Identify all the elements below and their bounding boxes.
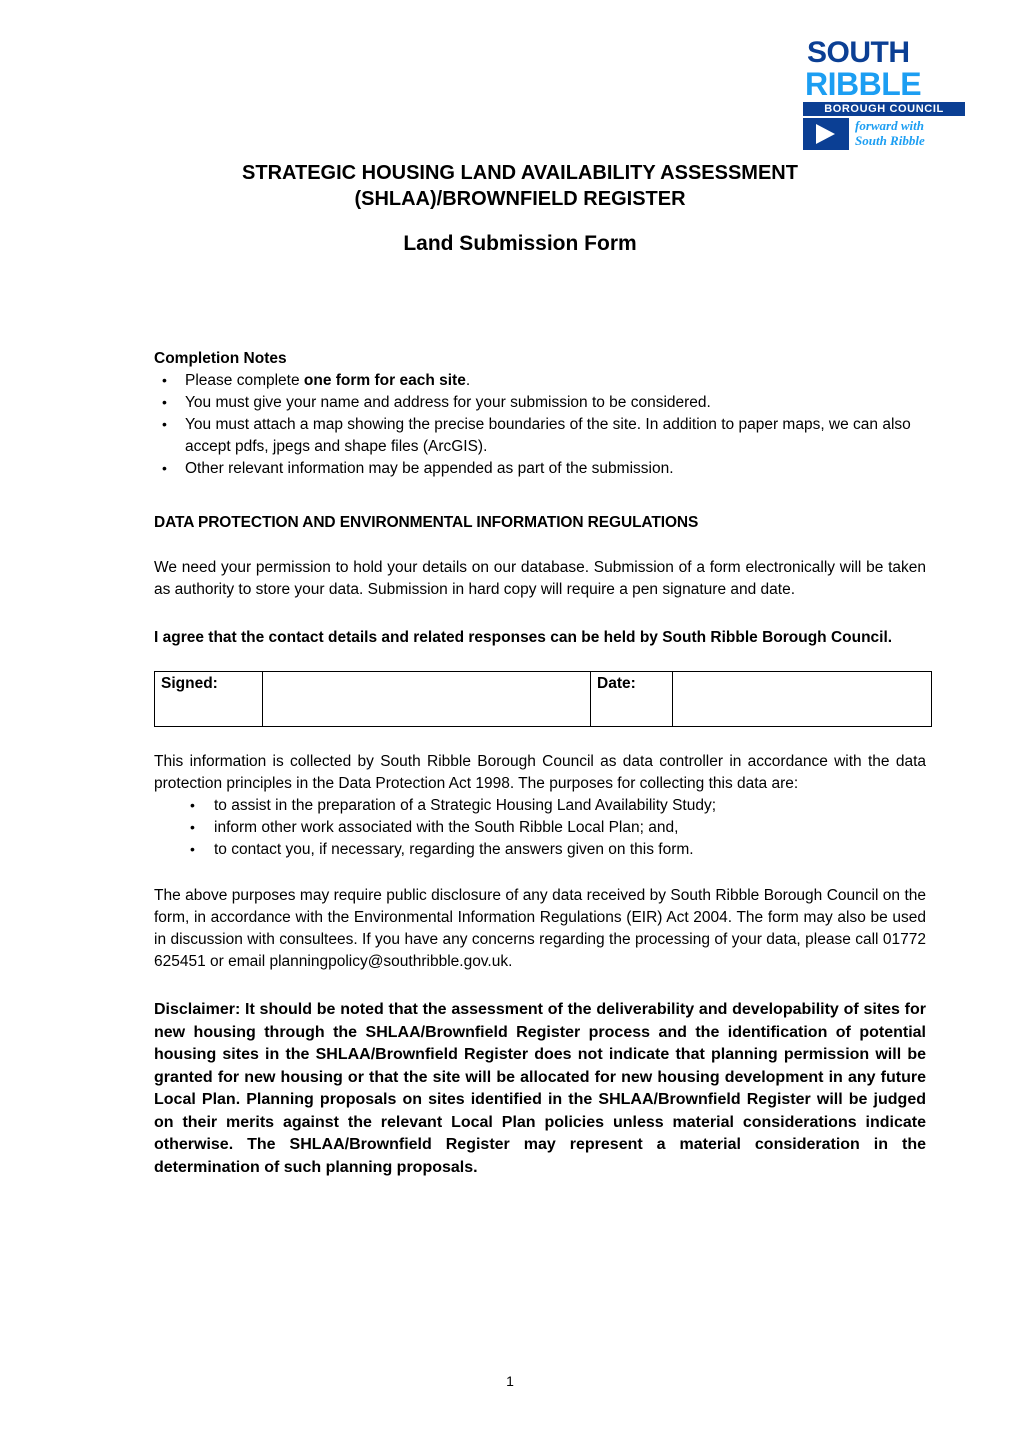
bullet-text-suffix: . <box>465 372 471 389</box>
logo-tagline-line2: South Ribble <box>855 133 925 148</box>
list-item: • You must give your name and address for your submission to be considered. <box>154 392 926 414</box>
list-item: • inform other work associated with the South Ribble Local Plan; and, <box>154 817 926 839</box>
disclosure-paragraph: The above purposes may require public disclosure of any data received by South Ribble Borough Council on the form, in accordance with the Environmental Information Regulations (EIR) Act 2004. The form may also be used in discussion with consultees. If you have any concerns regarding the processing of your data, please call 01772 625451 or email planningpolicy@southribble.gov.uk. <box>154 887 926 970</box>
data-protection-heading: DATA PROTECTION AND ENVIRONMENTAL INFORMATION REGULATIONS <box>154 514 699 531</box>
agreement-statement: I agree that the contact details and related responses can be held by South Ribble Borough Council. <box>154 629 893 646</box>
bullet-text-emphasis: one form for each site <box>303 372 466 389</box>
logo-line-south: SOUTH <box>807 36 910 69</box>
date-label-cell: Date: <box>591 672 673 727</box>
bullet-text-prefix: Please complete <box>185 372 304 389</box>
page-subtitle: Land Submission Form <box>403 232 637 255</box>
list-item: • You must attach a map showing the precise boundaries of the site. In addition to paper maps, we can also accept pdfs, jpegs and shape files (ArcGIS). <box>154 414 926 458</box>
data-protection-paragraph: We need your permission to hold your details on our database. Submission of a form electronically will be taken as authority to store your data. Submission in hard copy will require a pen signature and date. <box>154 559 926 598</box>
list-item: • Other relevant information may be appended as part of the submission. <box>154 458 926 480</box>
logo-borough-council-band: BOROUGH COUNCIL <box>803 102 965 116</box>
disclaimer-paragraph: Disclaimer: It should be noted that the assessment of the deliverability and developability of sites for new housing through the SHLAA/Brownfield Register process and the identification of potential housing sites in the SHLAA/Brownfield Register does not indicate that planning permission will be granted for new housing or that the site will be allocated for new housing development in any future Local Plan. Planning proposals on sites identified in the SHLAA/Brownfield Register will be judged on their merits against the relevant Local Plan policies unless material considerations indicate otherwise. The SHLAA/Brownfield Register may represent a material consideration in the determination of such planning proposals. <box>154 1001 926 1176</box>
page-title-line2: (SHLAA)/BROWNFIELD REGISTER <box>354 188 686 210</box>
table-row <box>155 672 932 727</box>
page-title-line1: STRATEGIC HOUSING LAND AVAILABILITY ASSESSMENT <box>242 162 798 184</box>
signature-table <box>154 671 932 727</box>
completion-notes-heading: Completion Notes <box>154 350 287 367</box>
play-triangle-icon <box>803 118 849 150</box>
logo-tagline-line1: forward with <box>855 118 924 133</box>
list-item <box>154 370 926 392</box>
page-title <box>150 160 890 212</box>
logo-line-ribble: RIBBLE <box>805 66 922 102</box>
page-number-footer: 1 <box>506 1373 514 1389</box>
collection-paragraph: This information is collected by South Ribble Borough Council as data controller in accordance with the data protection principles in the Data Protection Act 1998. The purposes for collecting this data are: <box>154 753 926 792</box>
logo-tagline-row <box>803 118 967 150</box>
document-body <box>154 348 926 1179</box>
list-item: • to assist in the preparation of a Strategic Housing Land Availability Study; <box>154 795 926 817</box>
south-ribble-logo <box>803 38 967 148</box>
logo-tagline <box>855 118 925 148</box>
signed-label-cell: Signed: <box>155 672 263 727</box>
completion-notes-list <box>154 370 926 480</box>
date-input-cell[interactable] <box>673 672 932 727</box>
collection-purposes-list <box>154 795 926 861</box>
list-item: • to contact you, if necessary, regarding the answers given on this form. <box>154 839 926 861</box>
signed-input-cell[interactable] <box>263 672 591 727</box>
